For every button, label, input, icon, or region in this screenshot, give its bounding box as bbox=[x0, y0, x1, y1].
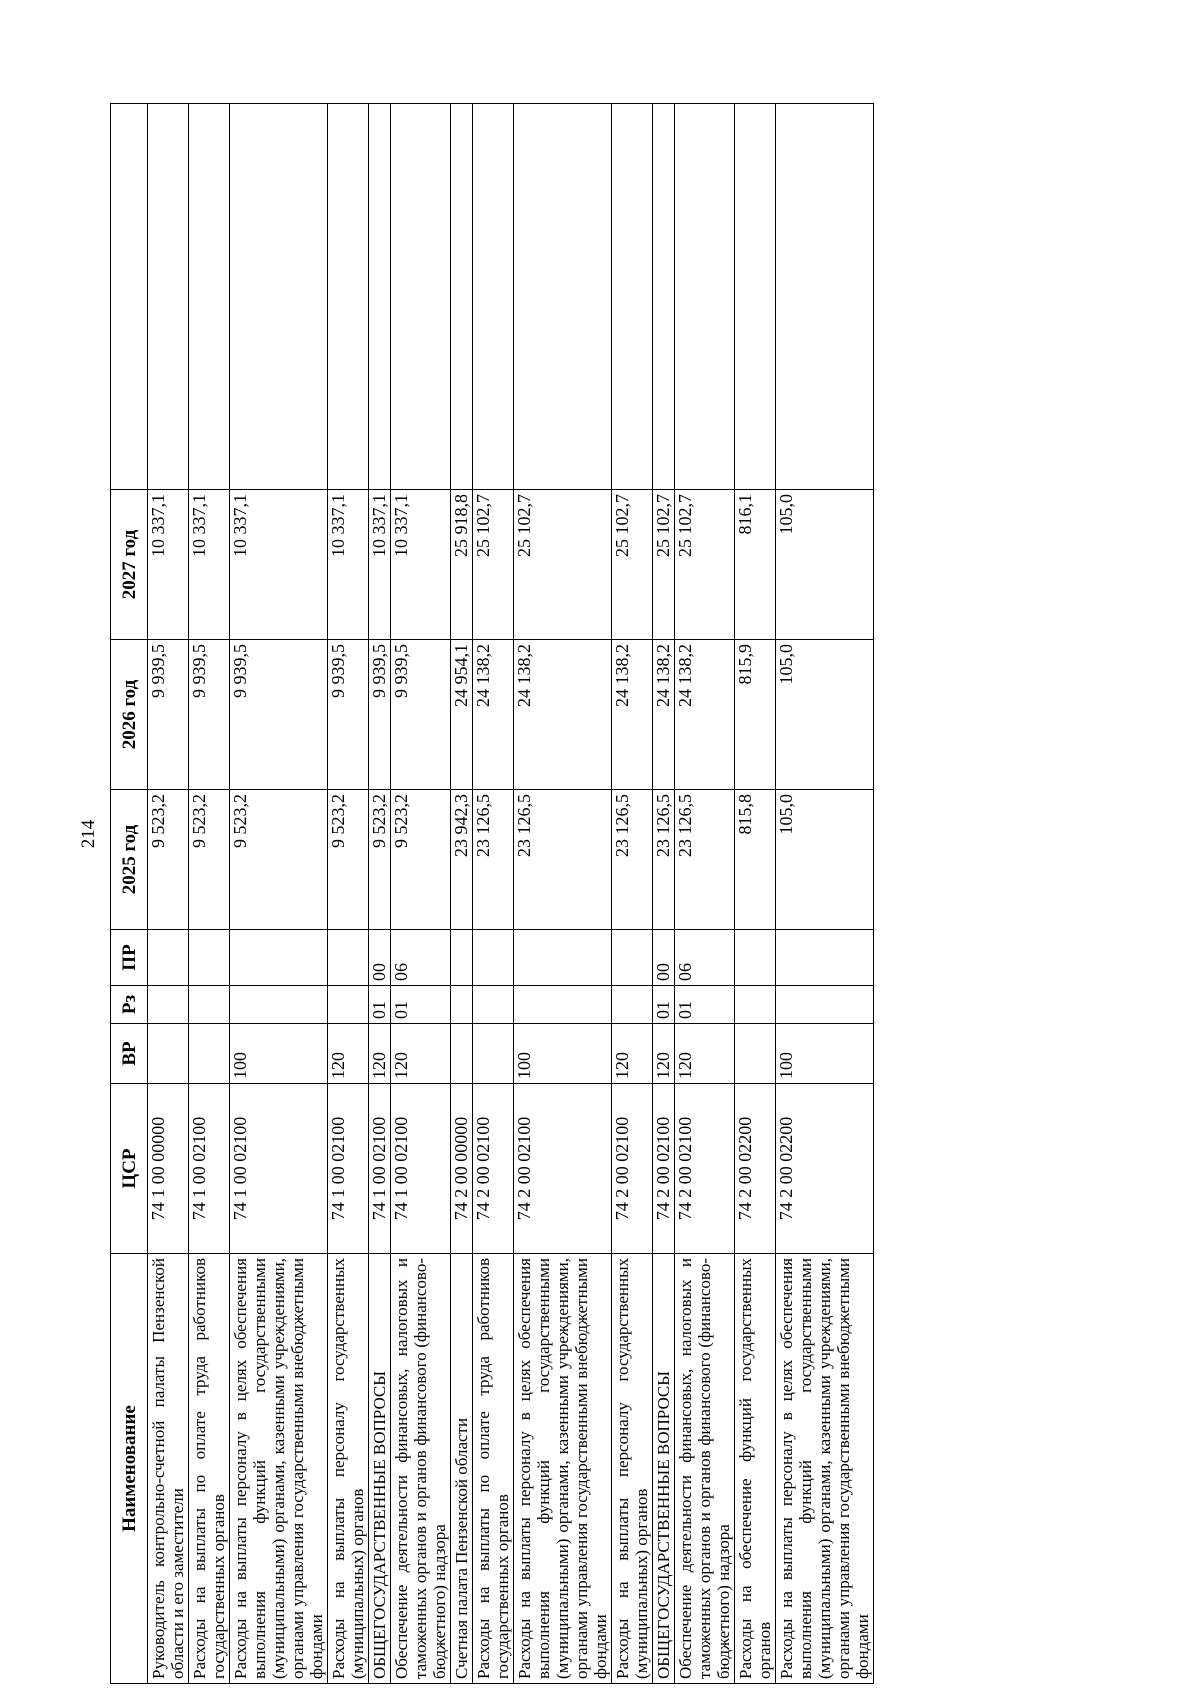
cell-rz bbox=[735, 986, 776, 1024]
table-row bbox=[369, 104, 391, 1684]
cell-blank bbox=[675, 104, 735, 490]
cell-blank bbox=[776, 104, 874, 490]
cell-y2026: 24 138,2 bbox=[653, 640, 675, 790]
cell-vr: 120 bbox=[369, 1024, 391, 1084]
table-row bbox=[189, 104, 230, 1684]
cell-csr: 74 1 00 02100 bbox=[189, 1084, 230, 1254]
cell-csr: 74 2 00 02100 bbox=[653, 1084, 675, 1254]
table-header-row bbox=[111, 104, 148, 1684]
table-row bbox=[230, 104, 328, 1684]
cell-blank bbox=[328, 104, 369, 490]
cell-name: Расходы на выплаты по оплате труда работников государственных органов bbox=[473, 1254, 514, 1684]
cell-rz bbox=[776, 986, 874, 1024]
table-row bbox=[514, 104, 612, 1684]
cell-blank bbox=[148, 104, 189, 490]
cell-name: Расходы на выплаты персоналу в целях обеспечения выполнения функций государственными (муниципальными) органами, казенными учреждениями, органами управления государственными внебюджетными фондами bbox=[514, 1254, 612, 1684]
cell-y2025: 23 126,5 bbox=[675, 790, 735, 930]
cell-y2025: 9 523,2 bbox=[230, 790, 328, 930]
table-body bbox=[148, 104, 874, 1684]
cell-vr bbox=[148, 1024, 189, 1084]
cell-name: Обеспечение деятельности финансовых, налоговых и таможенных органов и органов финансового (финансово-бюджетного) надзора bbox=[675, 1254, 735, 1684]
cell-name: ОБЩЕГОСУДАРСТВЕННЫЕ ВОПРОСЫ bbox=[653, 1254, 675, 1684]
cell-y2026: 9 939,5 bbox=[148, 640, 189, 790]
cell-vr: 120 bbox=[612, 1024, 653, 1084]
cell-y2027: 816,1 bbox=[735, 490, 776, 640]
cell-csr: 74 2 00 00000 bbox=[451, 1084, 473, 1254]
cell-csr: 74 2 00 02100 bbox=[675, 1084, 735, 1254]
cell-y2027: 25 102,7 bbox=[473, 490, 514, 640]
cell-pr bbox=[776, 930, 874, 986]
cell-blank bbox=[653, 104, 675, 490]
cell-pr: 06 bbox=[391, 930, 451, 986]
cell-pr: 00 bbox=[369, 930, 391, 986]
cell-vr: 100 bbox=[230, 1024, 328, 1084]
table-row bbox=[451, 104, 473, 1684]
cell-name: Обеспечение деятельности финансовых, налоговых и таможенных органов и органов финансового (финансово-бюджетного) надзора bbox=[391, 1254, 451, 1684]
cell-y2025: 815,8 bbox=[735, 790, 776, 930]
cell-blank bbox=[612, 104, 653, 490]
header-2027: 2027 год bbox=[111, 490, 148, 640]
cell-rz: 01 bbox=[675, 986, 735, 1024]
cell-y2027: 10 337,1 bbox=[391, 490, 451, 640]
header-rz: Рз bbox=[111, 986, 148, 1024]
cell-csr: 74 1 00 02100 bbox=[328, 1084, 369, 1254]
cell-vr bbox=[473, 1024, 514, 1084]
cell-rz bbox=[514, 986, 612, 1024]
header-pr: ПР bbox=[111, 930, 148, 986]
cell-blank bbox=[230, 104, 328, 490]
table-row bbox=[675, 104, 735, 1684]
cell-y2026: 24 138,2 bbox=[612, 640, 653, 790]
budget-table-sheet bbox=[110, 104, 1048, 1684]
cell-name: Расходы на выплаты по оплате труда работников государственных органов bbox=[189, 1254, 230, 1684]
header-name: Наименование bbox=[111, 1254, 148, 1684]
header-blank bbox=[111, 104, 148, 490]
cell-pr bbox=[514, 930, 612, 986]
cell-rz: 01 bbox=[653, 986, 675, 1024]
cell-blank bbox=[451, 104, 473, 490]
cell-vr bbox=[735, 1024, 776, 1084]
table-row bbox=[148, 104, 189, 1684]
cell-pr bbox=[451, 930, 473, 986]
cell-y2027: 25 918,8 bbox=[451, 490, 473, 640]
cell-y2025: 9 523,2 bbox=[328, 790, 369, 930]
cell-y2025: 23 126,5 bbox=[514, 790, 612, 930]
cell-name: Расходы на выплаты персоналу государственных (муниципальных) органов bbox=[612, 1254, 653, 1684]
cell-y2027: 25 102,7 bbox=[514, 490, 612, 640]
table-row bbox=[735, 104, 776, 1684]
cell-y2025: 9 523,2 bbox=[369, 790, 391, 930]
cell-vr: 100 bbox=[514, 1024, 612, 1084]
cell-y2025: 23 126,5 bbox=[612, 790, 653, 930]
cell-y2026: 24 954,1 bbox=[451, 640, 473, 790]
cell-rz bbox=[473, 986, 514, 1024]
header-csr: ЦСР bbox=[111, 1084, 148, 1254]
header-vr: ВР bbox=[111, 1024, 148, 1084]
cell-csr: 74 1 00 00000 bbox=[148, 1084, 189, 1254]
cell-pr: 06 bbox=[675, 930, 735, 986]
cell-y2026: 105,0 bbox=[776, 640, 874, 790]
cell-y2026: 9 939,5 bbox=[369, 640, 391, 790]
cell-vr bbox=[451, 1024, 473, 1084]
cell-y2025: 23 126,5 bbox=[653, 790, 675, 930]
cell-pr bbox=[148, 930, 189, 986]
cell-blank bbox=[514, 104, 612, 490]
cell-csr: 74 2 00 02100 bbox=[514, 1084, 612, 1254]
cell-name: Руководитель контрольно-счетной палаты Пензенской области и его заместители bbox=[148, 1254, 189, 1684]
cell-blank bbox=[735, 104, 776, 490]
header-2026: 2026 год bbox=[111, 640, 148, 790]
cell-rz: 01 bbox=[391, 986, 451, 1024]
cell-y2026: 9 939,5 bbox=[328, 640, 369, 790]
page-number: 214 bbox=[78, 819, 99, 849]
cell-vr: 100 bbox=[776, 1024, 874, 1084]
cell-csr: 74 2 00 02100 bbox=[612, 1084, 653, 1254]
table-row bbox=[776, 104, 874, 1684]
cell-rz bbox=[189, 986, 230, 1024]
cell-csr: 74 1 00 02100 bbox=[369, 1084, 391, 1254]
cell-vr bbox=[189, 1024, 230, 1084]
cell-csr: 74 1 00 02100 bbox=[230, 1084, 328, 1254]
cell-y2025: 9 523,2 bbox=[391, 790, 451, 930]
table-row bbox=[328, 104, 369, 1684]
cell-y2026: 9 939,5 bbox=[189, 640, 230, 790]
cell-y2027: 10 337,1 bbox=[328, 490, 369, 640]
cell-blank bbox=[473, 104, 514, 490]
cell-y2025: 23 126,5 bbox=[473, 790, 514, 930]
cell-pr: 00 bbox=[653, 930, 675, 986]
cell-y2026: 24 138,2 bbox=[514, 640, 612, 790]
cell-y2026: 9 939,5 bbox=[391, 640, 451, 790]
cell-y2027: 10 337,1 bbox=[369, 490, 391, 640]
cell-y2027: 105,0 bbox=[776, 490, 874, 640]
cell-y2026: 24 138,2 bbox=[473, 640, 514, 790]
cell-vr: 120 bbox=[391, 1024, 451, 1084]
cell-pr bbox=[735, 930, 776, 986]
table-row bbox=[473, 104, 514, 1684]
cell-y2027: 10 337,1 bbox=[148, 490, 189, 640]
cell-y2025: 9 523,2 bbox=[189, 790, 230, 930]
table-row bbox=[391, 104, 451, 1684]
cell-y2027: 10 337,1 bbox=[230, 490, 328, 640]
cell-y2025: 23 942,3 bbox=[451, 790, 473, 930]
cell-y2027: 25 102,7 bbox=[612, 490, 653, 640]
cell-name: Расходы на обеспечение функций государственных органов bbox=[735, 1254, 776, 1684]
cell-blank bbox=[369, 104, 391, 490]
cell-y2027: 10 337,1 bbox=[189, 490, 230, 640]
cell-csr: 74 2 00 02200 bbox=[735, 1084, 776, 1254]
cell-name: Расходы на выплаты персоналу в целях обеспечения выполнения функций государственными (муниципальными) органами, казенными учреждениями, органами управления государственными внебюджетными фондами bbox=[776, 1254, 874, 1684]
cell-rz bbox=[451, 986, 473, 1024]
cell-y2027: 25 102,7 bbox=[675, 490, 735, 640]
cell-name: Расходы на выплаты персоналу государственных (муниципальных) органов bbox=[328, 1254, 369, 1684]
cell-rz bbox=[328, 986, 369, 1024]
cell-y2026: 9 939,5 bbox=[230, 640, 328, 790]
cell-blank bbox=[189, 104, 230, 490]
cell-rz bbox=[148, 986, 189, 1024]
cell-y2026: 24 138,2 bbox=[675, 640, 735, 790]
cell-name: ОБЩЕГОСУДАРСТВЕННЫЕ ВОПРОСЫ bbox=[369, 1254, 391, 1684]
cell-name: Расходы на выплаты персоналу в целях обеспечения выполнения функций государственными (муниципальными) органами, казенными учреждениями, органами управления государственными внебюджетными фондами bbox=[230, 1254, 328, 1684]
cell-pr bbox=[189, 930, 230, 986]
cell-rz bbox=[230, 986, 328, 1024]
table-row bbox=[653, 104, 675, 1684]
cell-pr bbox=[328, 930, 369, 986]
cell-blank bbox=[391, 104, 451, 490]
cell-y2025: 105,0 bbox=[776, 790, 874, 930]
header-2025: 2025 год bbox=[111, 790, 148, 930]
cell-y2025: 9 523,2 bbox=[148, 790, 189, 930]
cell-csr: 74 2 00 02100 bbox=[473, 1084, 514, 1254]
cell-vr: 120 bbox=[653, 1024, 675, 1084]
cell-pr bbox=[473, 930, 514, 986]
cell-pr bbox=[230, 930, 328, 986]
cell-vr: 120 bbox=[675, 1024, 735, 1084]
cell-name: Счетная палата Пензенской области bbox=[451, 1254, 473, 1684]
cell-y2026: 815,9 bbox=[735, 640, 776, 790]
cell-rz bbox=[612, 986, 653, 1024]
cell-csr: 74 2 00 02200 bbox=[776, 1084, 874, 1254]
cell-pr bbox=[612, 930, 653, 986]
cell-csr: 74 1 00 02100 bbox=[391, 1084, 451, 1254]
cell-vr: 120 bbox=[328, 1024, 369, 1084]
cell-y2027: 25 102,7 bbox=[653, 490, 675, 640]
cell-rz: 01 bbox=[369, 986, 391, 1024]
budget-table bbox=[110, 103, 874, 1684]
table-row bbox=[612, 104, 653, 1684]
